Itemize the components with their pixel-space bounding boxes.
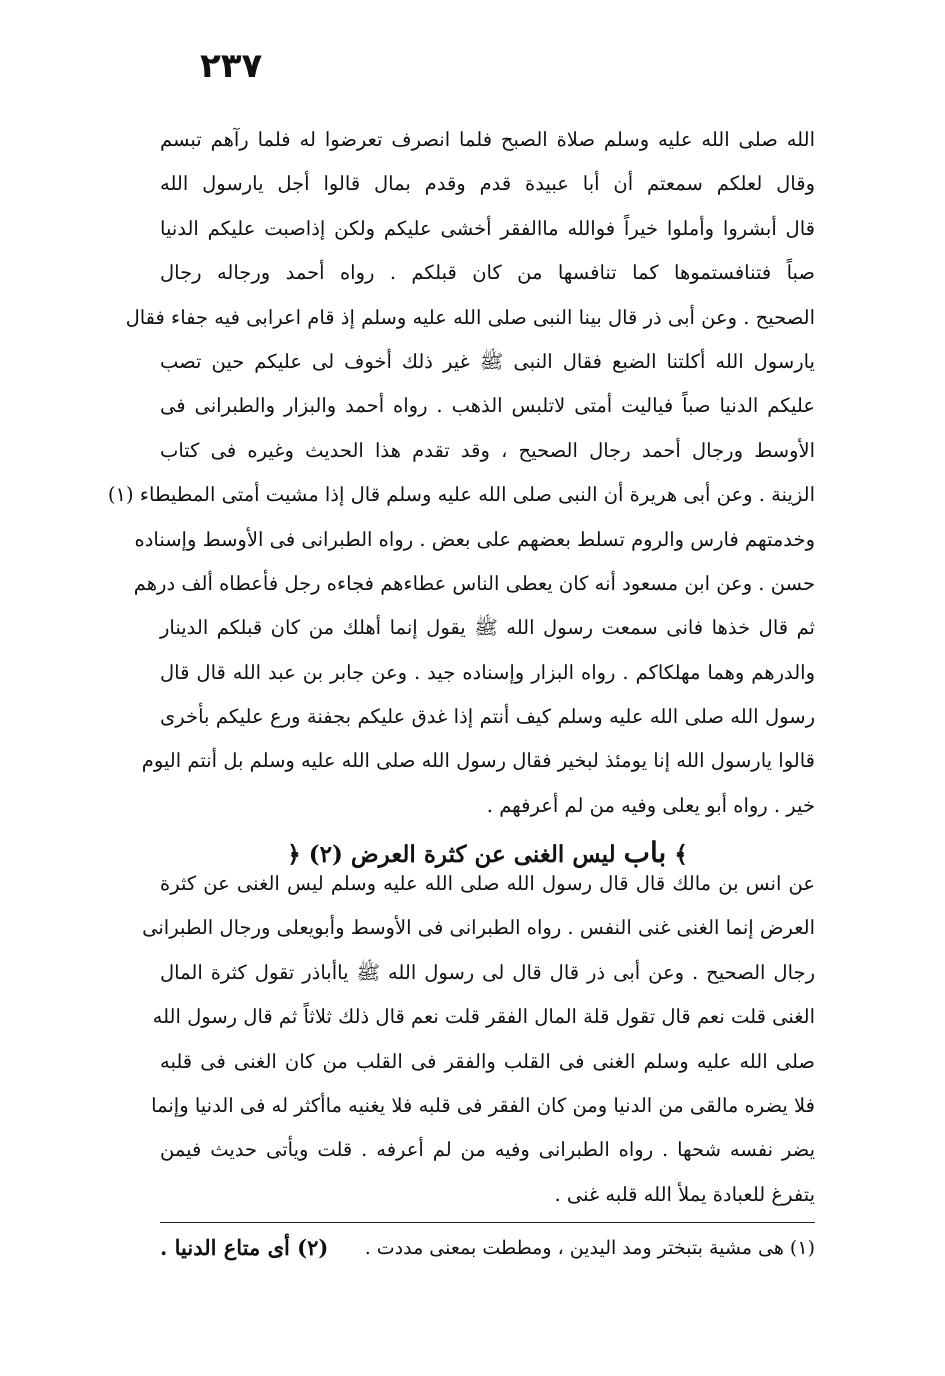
footnote-divider <box>160 1222 815 1223</box>
footnote-1: (١) هى مشية بتبختر ومد اليدين ، ومططت بمعنى مددت . <box>364 1237 815 1259</box>
heading-title: ليس الغنى عن كثرة العرض (٢) <box>308 841 616 869</box>
heading-bab: باب <box>623 836 667 870</box>
text-line: ثم قال خذها فانى سمعت رسول الله ﷺ يقول إنما أهلك من كان قبلكم الدينار <box>160 616 815 640</box>
text-line: وخدمتهم فارس والروم تسلط بعضهم على بعض . رواه الطبرانى فى الأوسط وإسناده <box>134 527 815 551</box>
text-line: عن انس بن مالك قال قال رسول الله صلى الله عليه وسلم ليس الغنى عن كثرة <box>160 872 815 895</box>
text-line: يضر نفسه شحها . رواه الطبرانى وفيه من لم أعرفه . قلت ويأتى حديث فيمن <box>160 1138 815 1162</box>
paragraph-1 <box>107 118 815 878</box>
text-line: الله صلى الله عليه وسلم صلاة الصبح فلما انصرف تعرضوا له فلما رآهم تبسم <box>160 128 815 151</box>
text-line: وقال لعلكم سمعتم أن أبا عبيدة قدم وقدم بمال قالوا أجل يارسول الله <box>160 172 815 196</box>
text-line: صلى الله عليه وسلم الغنى فى القلب والفقر فى القلب من كان الغنى فى قلبه <box>160 1049 815 1073</box>
paragraph-2 <box>142 862 815 1217</box>
page-number: ٢٣٧ <box>200 46 263 86</box>
text-line: قالوا يارسول الله إنا يومئذ لبخير فقال رسول الله صلى الله عليه وسلم بل أنتم اليوم <box>141 749 815 773</box>
text-line: خير . رواه أبو يعلى وفيه من لم أعرفهم . <box>486 793 815 817</box>
text-line: حسن . وعن ابن مسعود أنه كان يعطى الناس عطاءهم فجاءه رجل فأعطاه ألف درهم <box>133 571 815 595</box>
text-line: العرض إنما الغنى غنى النفس . رواه الطبرانى فى الأوسط وأبويعلى ورجال الطبرانى <box>142 916 815 940</box>
text-line: عليكم الدنيا صباً فياليت أمتى لاتلبس الذهب . رواه أحمد والبزار والطبرانى فى <box>160 394 815 418</box>
footnotes <box>160 1230 815 1266</box>
text-line: يارسول الله أكلتنا الضبع فقال النبى ﷺ غير ذلك أخوف لى عليكم حين تصب <box>160 349 815 373</box>
text-line: الزينة . وعن أبى هريرة أن النبى صلى الله عليه وسلم قال إذا مشيت أمتى المطيطاء (١) <box>107 483 815 507</box>
text-line: والدرهم وهما مهلكاكم . رواه البزار وإسناده جيد . وعن جابر بن عبد الله قال قال <box>160 660 815 684</box>
text-line: الغنى قلت نعم قال تقول قلة المال الفقر قلت نعم قال ذلك ثلاثاً ثم قال رسول الله <box>152 1005 815 1029</box>
heading-bracket-open: ﴾ <box>674 841 688 869</box>
text-line: رسول الله صلى الله عليه وسلم كيف أنتم إذا غدق عليكم بجفنة ورع عليكم بأخرى <box>160 705 815 729</box>
text-line: فلا يضره مالقى من الدنيا ومن كان الفقر فى قلبه فلا يغنيه ماأكثر له فى الدنيا وإنما <box>151 1093 815 1117</box>
text-line: رجال الصحيح . وعن أبى ذر قال قال لى رسول الله ﷺ ياأباذر تقول كثرة المال <box>160 960 815 984</box>
text-line: يتفرغ للعبادة يملأ الله قلبه غنى . <box>554 1182 815 1206</box>
heading-bracket-close: ﴿ <box>287 841 301 869</box>
text-line: صباً فتنافستموها كما تنافسها من كان قبلكم . رواه أحمد ورجاله رجال <box>160 261 815 285</box>
text-line: قال أبشروا وأملوا خيراً فوالله ماالفقر أخشى عليكم ولكن إذاصبت عليكم الدنيا <box>160 216 815 240</box>
footnote-2: (٢) أى متاع الدنيا . <box>160 1235 329 1260</box>
text-line: الأوسط ورجال أحمد رجال الصحيح ، وقد تقدم هذا الحديث وغيره فى كتاب <box>160 438 815 462</box>
text-line: الصحيح . وعن أبى ذر قال بينا النبى صلى الله عليه وسلم إذ قام اعرابى فيه جفاء فقال <box>125 305 815 329</box>
